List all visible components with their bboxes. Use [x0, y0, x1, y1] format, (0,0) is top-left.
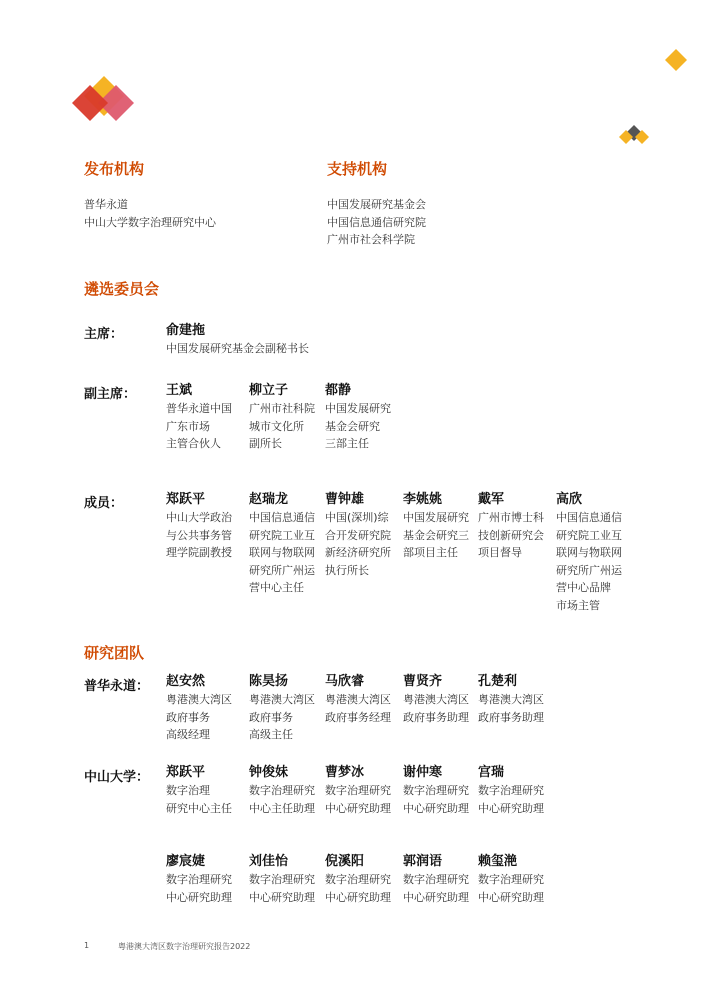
- person-name: 赖玺滟: [478, 854, 518, 869]
- team-heading: 研究团队: [84, 644, 145, 662]
- person-name: 廖宸婕: [166, 854, 206, 869]
- person-title: 副所长: [249, 437, 282, 450]
- vice-chair-role: 副主席：: [84, 387, 137, 402]
- person-title: 新经济研究所: [325, 546, 391, 559]
- member-person: [249, 491, 325, 597]
- person-title: 研究所广州运: [249, 563, 315, 577]
- team-person: [166, 764, 242, 817]
- team-person: [166, 853, 242, 906]
- person-title: 技创新研究会: [478, 528, 544, 542]
- person-title: 执行所长: [325, 563, 369, 577]
- person-title: 中山大学政治: [166, 511, 232, 524]
- person-title: 市场主管: [556, 598, 600, 612]
- vice-chair-person: [249, 382, 325, 453]
- support-list: [327, 196, 426, 249]
- person-title: 政府事务: [249, 710, 293, 724]
- person-title: 粤港澳大湾区: [166, 693, 232, 706]
- person-name: 郑跃平: [166, 492, 206, 507]
- person-title: 高级主任: [249, 728, 293, 741]
- person-name: 赵安然: [166, 674, 206, 689]
- person-title: 数字治理研究: [478, 784, 544, 797]
- member-person: [166, 491, 242, 562]
- vice-chair-person: [325, 382, 401, 453]
- person-name: 高欣: [556, 492, 583, 507]
- person-title: 政府事务: [166, 710, 210, 724]
- support-item: 中国发展研究基金会: [327, 198, 426, 211]
- brand-diamonds-graphic: [70, 74, 140, 124]
- team-person: [403, 764, 479, 817]
- chair-person: [166, 322, 309, 358]
- person-name: 钟俊妹: [249, 765, 289, 780]
- team-person: [166, 673, 242, 744]
- person-title: 城市文化所: [249, 419, 304, 433]
- committee-heading: 遴选委员会: [84, 280, 160, 298]
- member-person: [556, 491, 632, 614]
- team-person: [249, 673, 325, 744]
- person-name: 马欣睿: [325, 674, 365, 689]
- person-title: 中心研究助理: [166, 890, 232, 904]
- person-name: 孔楚利: [478, 674, 518, 689]
- member-person: [325, 491, 401, 579]
- person-title: 数字治理研究: [478, 873, 544, 886]
- person-name: 郭润语: [403, 854, 443, 869]
- sysu-role: 中山大学：: [84, 770, 150, 785]
- page-number: 1: [84, 941, 90, 950]
- person-title: 政府事务经理: [325, 710, 391, 724]
- person-title: 研究中心主任: [166, 801, 232, 815]
- person-title: 合开发研究院: [325, 528, 391, 542]
- person-title: 中国发展研究基金会副秘书长: [166, 342, 309, 355]
- support-heading: 支持机构: [327, 160, 388, 178]
- person-title: 中心研究助理: [249, 890, 315, 904]
- person-title: 数字治理研究: [325, 873, 391, 886]
- person-name: 赵瑞龙: [249, 492, 289, 507]
- person-title: 基金会研究: [325, 419, 380, 433]
- person-title: 营中心品牌: [556, 581, 611, 594]
- support-item: 中国信息通信研究院: [327, 215, 426, 229]
- person-title: 中心研究助理: [478, 801, 544, 815]
- person-title: 中国发展研究: [403, 511, 469, 524]
- team-person: [478, 673, 554, 726]
- person-title: 部项目主任: [403, 546, 458, 559]
- person-title: 中心研究助理: [403, 890, 469, 904]
- person-title: 广州市博士科: [478, 511, 544, 524]
- small-yellow-diamond-graphic: [664, 48, 688, 72]
- person-name: 曹钟雄: [325, 492, 365, 507]
- publish-heading: 发布机构: [84, 160, 145, 178]
- pwc-role: 普华永道：: [84, 679, 150, 694]
- person-title: 项目督导: [478, 546, 522, 559]
- person-name: 刘佳怡: [249, 854, 289, 869]
- person-title: 中心研究助理: [403, 801, 469, 815]
- person-title: 研究院工业互: [556, 528, 622, 542]
- person-title: 高级经理: [166, 728, 210, 741]
- person-title: 中国发展研究: [325, 402, 391, 415]
- publish-item: 中山大学数字治理研究中心: [84, 215, 216, 229]
- person-name: 柳立子: [249, 383, 289, 398]
- support-item: 广州市社会科学院: [327, 233, 415, 246]
- person-title: 数字治理研究: [166, 873, 232, 886]
- person-title: 粤港澳大湾区: [478, 693, 544, 706]
- person-title: 粤港澳大湾区: [325, 693, 391, 706]
- person-title: 营中心主任: [249, 581, 304, 594]
- person-title: 与公共事务管: [166, 528, 232, 542]
- chair-role: 主席：: [84, 327, 124, 342]
- member-person: [403, 491, 479, 562]
- small-diamond-cluster-graphic: [618, 124, 650, 146]
- person-title: 理学院副教授: [166, 546, 232, 559]
- person-title: 数字治理: [166, 784, 210, 797]
- team-person: [325, 673, 401, 726]
- team-person: [403, 853, 479, 906]
- person-title: 三部主任: [325, 437, 369, 450]
- person-title: 数字治理研究: [325, 784, 391, 797]
- person-title: 中国信息通信: [556, 511, 622, 524]
- team-person: [249, 764, 325, 817]
- person-title: 中心主任助理: [249, 801, 315, 815]
- team-person: [249, 853, 325, 906]
- person-title: 数字治理研究: [403, 873, 469, 886]
- person-name: 俞建拖: [166, 323, 206, 338]
- person-name: 谢仲寒: [403, 765, 443, 780]
- publish-list: [84, 196, 216, 231]
- team-person: [325, 764, 401, 817]
- person-name: 戴军: [478, 492, 505, 507]
- person-name: 都静: [325, 383, 352, 398]
- person-name: 宫瑞: [478, 765, 505, 780]
- person-title: 联网与物联网: [556, 546, 622, 559]
- person-title: 研究院工业互: [249, 528, 315, 542]
- person-name: 陈昊扬: [249, 674, 289, 689]
- person-title: 数字治理研究: [249, 784, 315, 797]
- person-name: 王斌: [166, 383, 193, 398]
- team-person: [478, 764, 554, 817]
- person-name: 曹贤齐: [403, 674, 443, 689]
- person-title: 数字治理研究: [249, 873, 315, 886]
- person-title: 中心研究助理: [325, 801, 391, 815]
- person-title: 政府事务助理: [478, 710, 544, 724]
- person-title: 粤港澳大湾区: [403, 693, 469, 706]
- footer-title: 粤港澳大湾区数字治理研究报告2022: [118, 942, 251, 951]
- vice-chair-person: [166, 382, 242, 453]
- team-person: [325, 853, 401, 906]
- person-title: 数字治理研究: [403, 784, 469, 797]
- publish-item: 普华永道: [84, 198, 128, 211]
- person-title: 联网与物联网: [249, 546, 315, 559]
- person-title: 基金会研究三: [403, 528, 469, 542]
- person-title: 普华永道中国: [166, 402, 232, 415]
- person-name: 倪溪阳: [325, 854, 365, 869]
- person-title: 粤港澳大湾区: [249, 693, 315, 706]
- person-title: 政府事务助理: [403, 710, 469, 724]
- person-title: 广东市场: [166, 419, 210, 433]
- person-title: 广州市社科院: [249, 402, 315, 415]
- person-title: 中国(深圳)综: [325, 511, 389, 524]
- person-title: 主管合伙人: [166, 437, 221, 450]
- person-title: 中国信息通信: [249, 511, 315, 524]
- person-title: 研究所广州运: [556, 563, 622, 577]
- person-name: 李姚姚: [403, 492, 443, 507]
- member-person: [478, 491, 554, 562]
- team-person: [403, 673, 479, 726]
- team-person: [478, 853, 554, 906]
- person-title: 中心研究助理: [478, 890, 544, 904]
- person-name: 郑跃平: [166, 765, 206, 780]
- person-name: 曹梦冰: [325, 765, 365, 780]
- members-role: 成员：: [84, 496, 124, 511]
- person-title: 中心研究助理: [325, 890, 391, 904]
